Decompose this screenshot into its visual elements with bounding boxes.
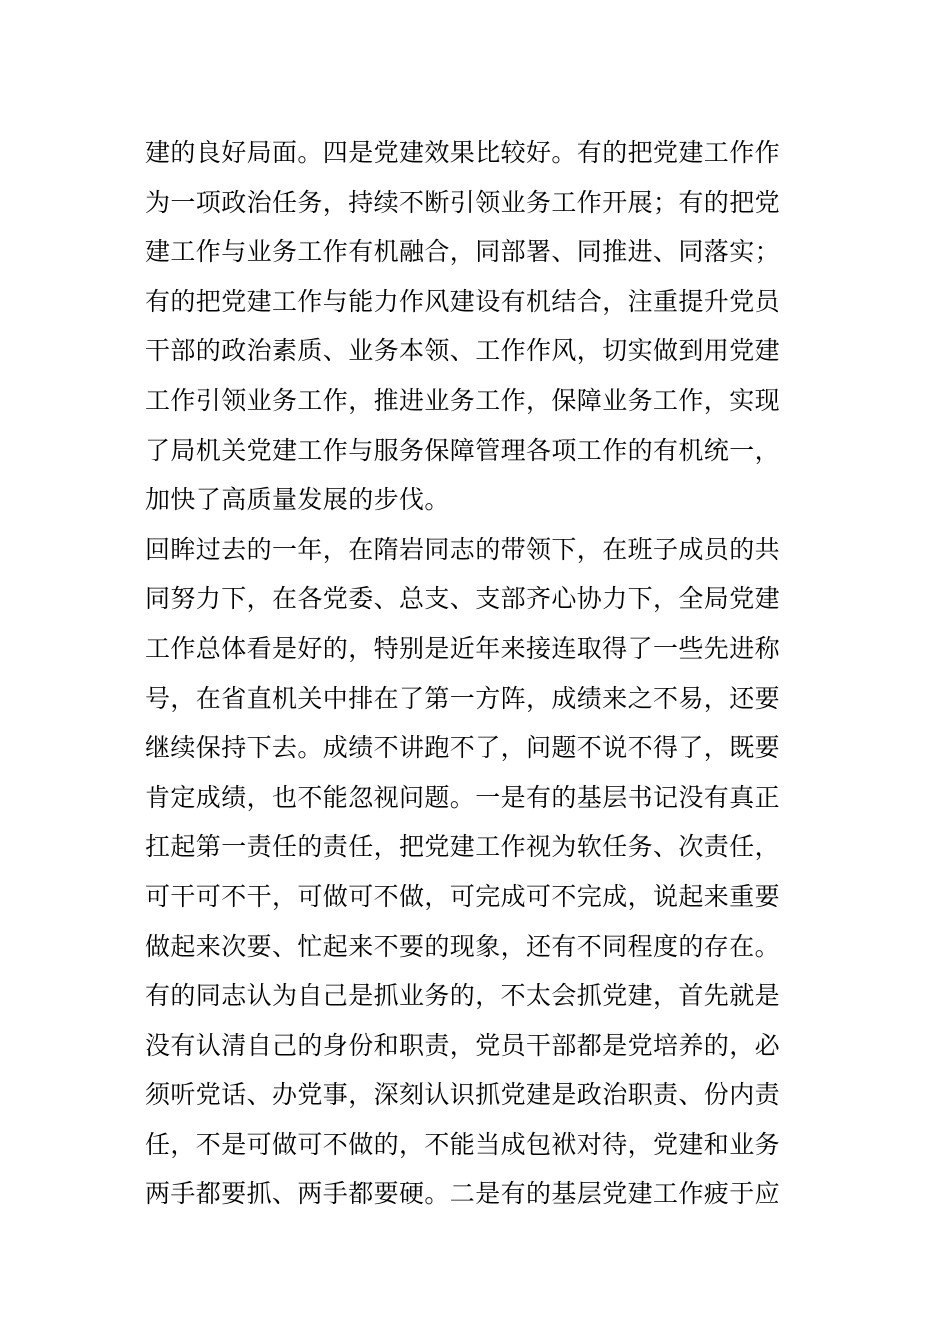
- text-line: 建工作与业务工作有机融合，同部署、同推进、同落实；: [145, 237, 781, 267]
- text-line: 同努力下，在各党委、总支、支部齐心协力下，全局党建: [145, 584, 781, 614]
- text-line: 有的同志认为自己是抓业务的，不太会抓党建，首先就是: [145, 981, 781, 1011]
- text-line: 做起来次要、忙起来不要的现象，还有不同程度的存在。: [145, 931, 781, 961]
- text-line: 扛起第一责任的责任，把党建工作视为软任务、次责任，: [145, 832, 781, 862]
- text-line: 了局机关党建工作与服务保障管理各项工作的有机统一，: [145, 435, 781, 465]
- text-line: 肯定成绩，也不能忽视问题。一是有的基层书记没有真正: [145, 782, 781, 812]
- text-line: 两手都要抓、两手都要硬。二是有的基层党建工作疲于应: [145, 1179, 781, 1209]
- text-line: 工作引领业务工作，推进业务工作，保障业务工作，实现: [145, 385, 781, 415]
- text-line: 为一项政治任务，持续不断引领业务工作开展；有的把党: [145, 187, 781, 217]
- body-text: [145, 128, 813, 1219]
- text-line: 回眸过去的一年，在隋岩同志的带领下，在班子成员的共: [145, 534, 781, 564]
- text-line: 没有认清自己的身份和职责，党员干部都是党培养的，必: [145, 1030, 781, 1060]
- text-line: 有的把党建工作与能力作风建设有机结合，注重提升党员: [145, 286, 781, 316]
- text-line: 加快了高质量发展的步伐。: [145, 485, 450, 515]
- text-line: 建的良好局面。四是党建效果比较好。有的把党建工作作: [145, 138, 781, 167]
- text-line: 可干可不干，可做可不做，可完成可不完成，说起来重要: [145, 881, 781, 911]
- text-line: 干部的政治素质、业务本领、工作作风，切实做到用党建: [145, 336, 781, 366]
- text-line: 任，不是可做可不做的，不能当成包袱对待，党建和业务: [145, 1129, 781, 1159]
- text-line: 须听党话、办党事，深刻认识抓党建是政治职责、份内责: [145, 1080, 781, 1110]
- text-line: 号，在省直机关中排在了第一方阵，成绩来之不易，还要: [145, 683, 781, 713]
- text-line: 工作总体看是好的，特别是近年来接连取得了一些先进称: [145, 633, 781, 663]
- text-line: 继续保持下去。成绩不讲跑不了，问题不说不得了，既要: [145, 733, 781, 763]
